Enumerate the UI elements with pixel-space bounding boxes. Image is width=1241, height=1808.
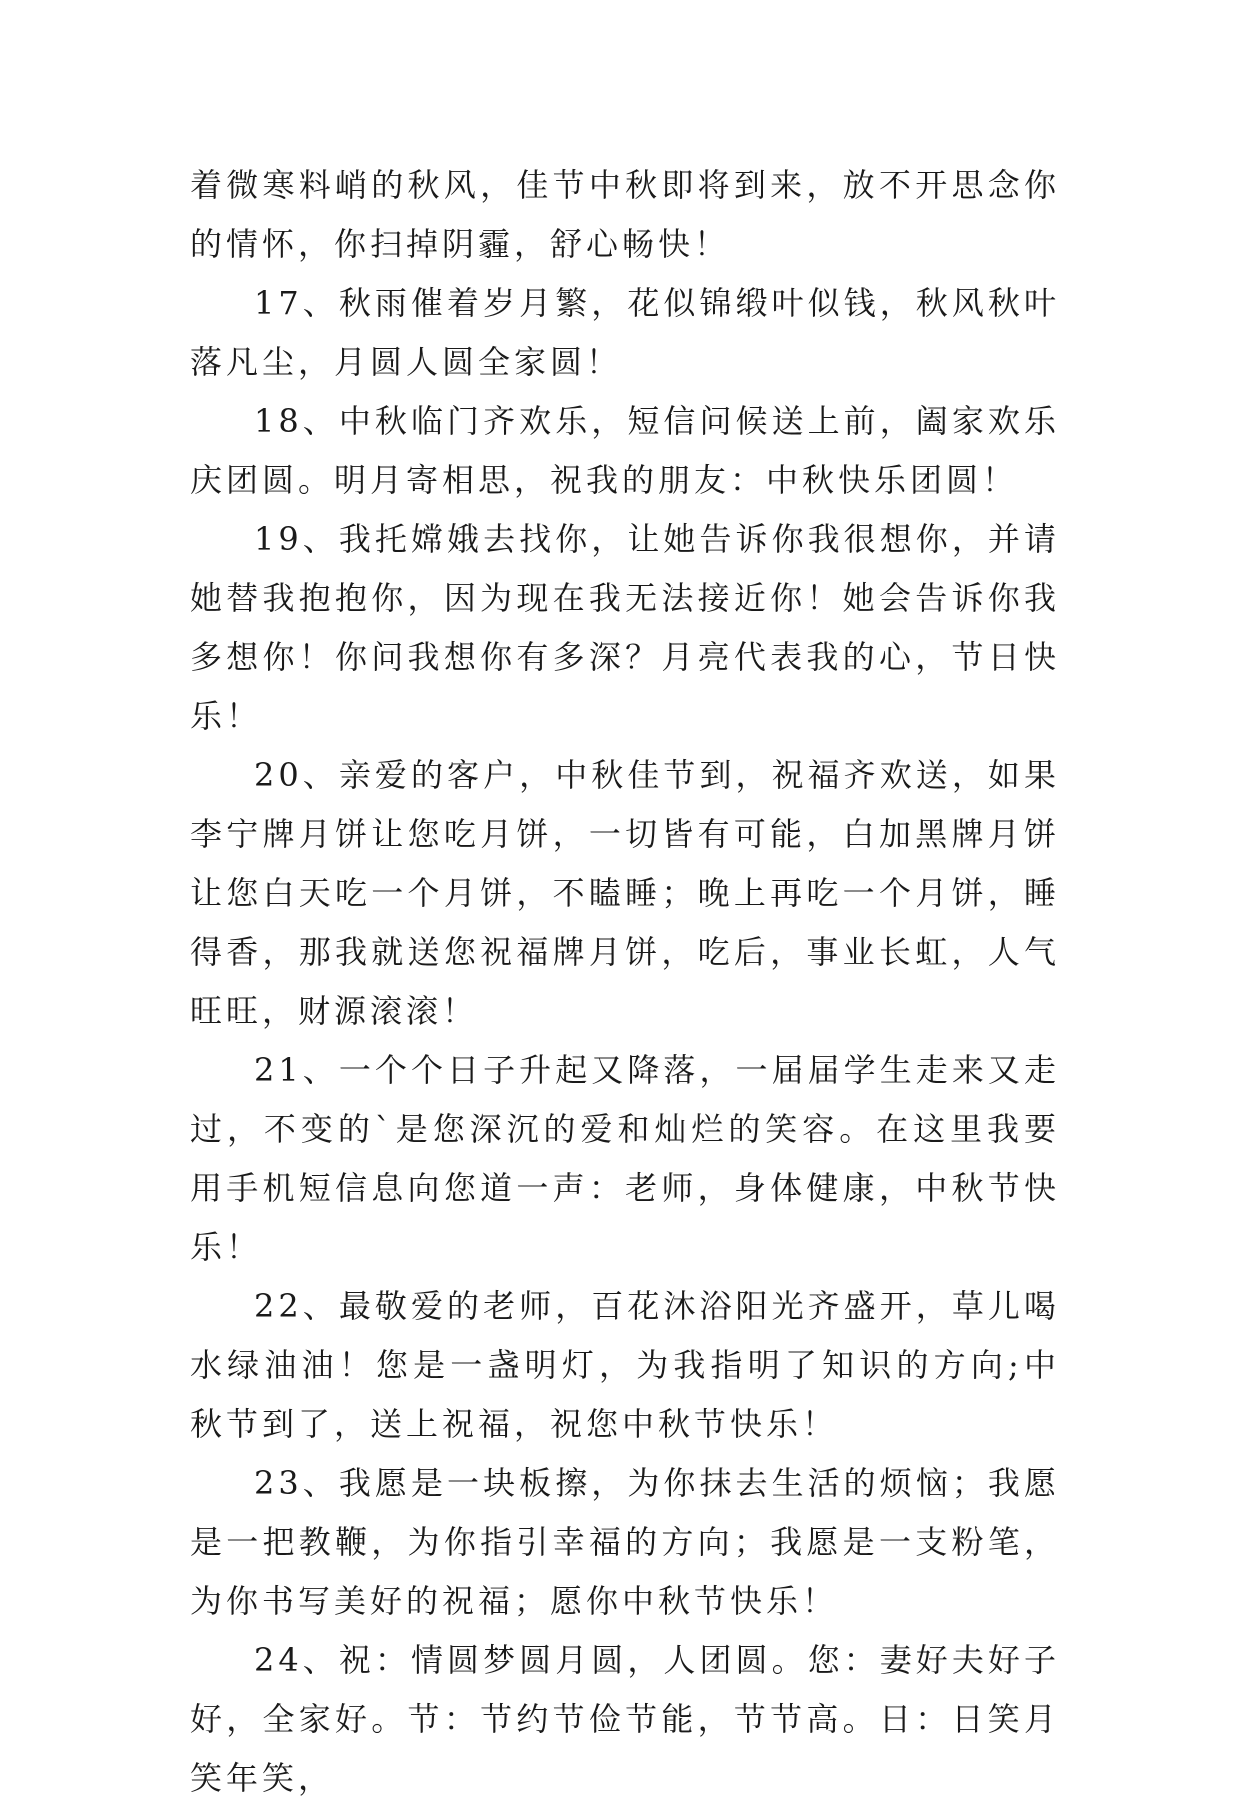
paragraph-22: 22、最敬爱的老师，百花沐浴阳光齐盛开，草儿喝水绿油油！您是一盏明灯，为我指明了知识的方向;中秋节到了，送上祝福，祝您中秋节快乐！ [190, 1287, 1060, 1443]
paragraph-continuation: 着微寒料峭的秋风，佳节中秋即将到来，放不开思念你的情怀，你扫掉阴霾，舒心畅快！ [190, 166, 1060, 263]
paragraph-20: 20、亲爱的客户，中秋佳节到，祝福齐欢送，如果李宁牌月饼让您吃月饼，一切皆有可能，白加黑牌月饼让您白天吃一个月饼，不瞌睡；晚上再吃一个月饼，睡得香，那我就送您祝福牌月饼，吃后，事业长虹，人气旺旺，财源滚滚！ [190, 756, 1060, 1030]
paragraph-24: 24、祝：情圆梦圆月圆，人团圆。您：妻好夫好子好，全家好。节：节约节俭节能，节节高。日：日笑月笑年笑， [190, 1641, 1060, 1797]
paragraph-23: 23、我愿是一块板擦，为你抹去生活的烦恼；我愿是一把教鞭，为你指引幸福的方向；我愿是一支粉笔，为你书写美好的祝福；愿你中秋节快乐！ [190, 1464, 1060, 1620]
paragraph-18: 18、中秋临门齐欢乐，短信问候送上前，阖家欢乐庆团圆。明月寄相思，祝我的朋友：中秋快乐团圆！ [190, 402, 1060, 499]
paragraph-21: 21、一个个日子升起又降落，一届届学生走来又走过，不变的`是您深沉的爱和灿烂的笑容。在这里我要用手机短信息向您道一声：老师，身体健康，中秋节快乐！ [190, 1051, 1060, 1266]
document-body [190, 156, 1060, 1808]
paragraph-17: 17、秋雨催着岁月繁，花似锦缎叶似钱，秋风秋叶落凡尘，月圆人圆全家圆！ [190, 284, 1060, 381]
paragraph-19: 19、我托嫦娥去找你，让她告诉你我很想你，并请她替我抱抱你，因为现在我无法接近你！她会告诉你我多想你！你问我想你有多深？月亮代表我的心，节日快乐！ [190, 520, 1060, 735]
